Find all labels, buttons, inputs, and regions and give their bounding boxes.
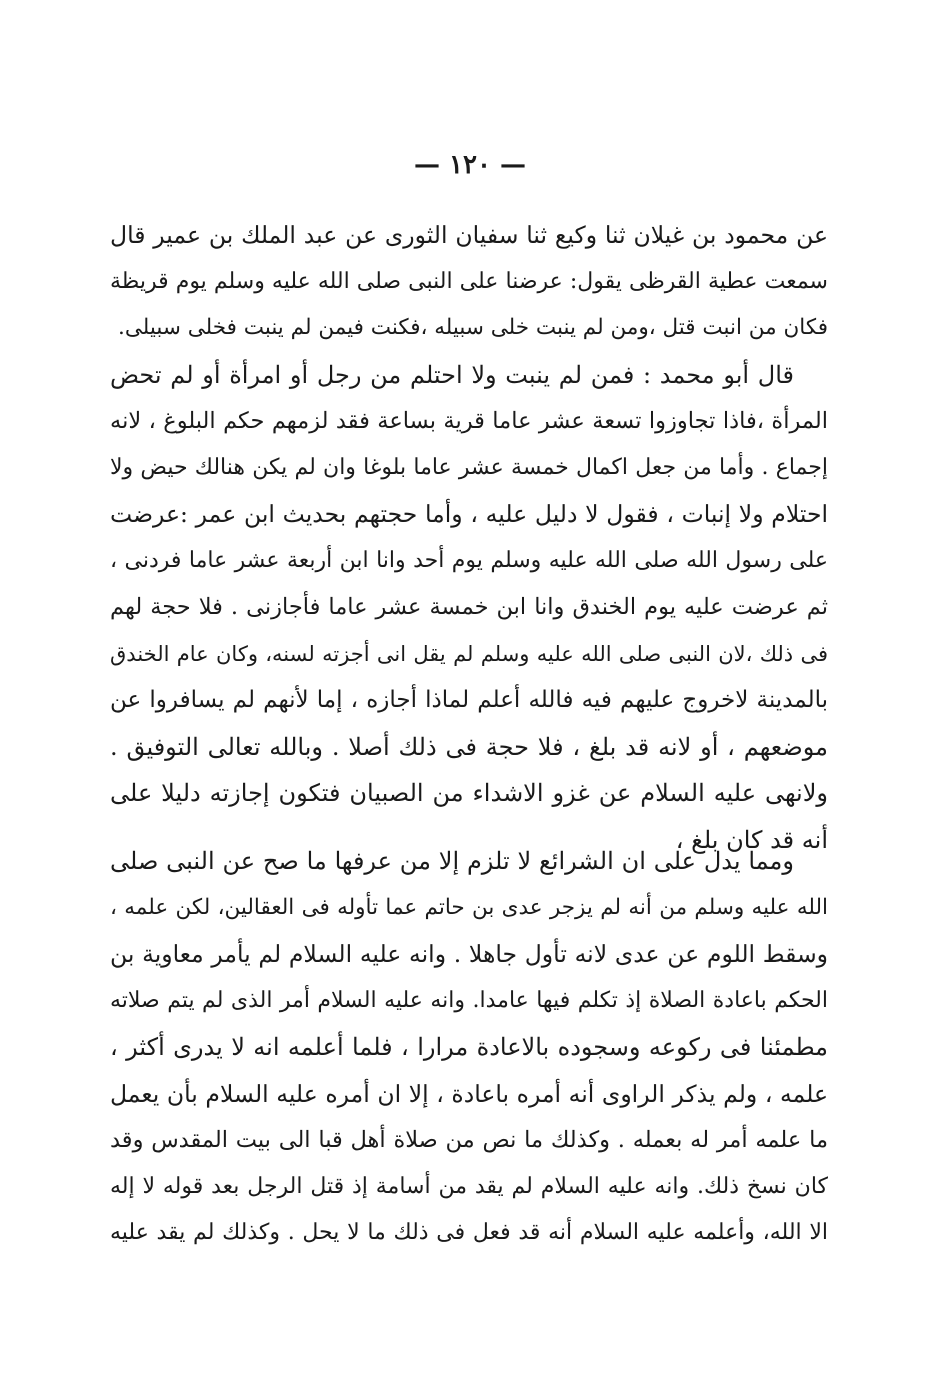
text-line: ما علمه أمر له بعمله . وكذلك ما نص من صلاة أهل قبا الى بيت المقدس وقد xyxy=(110,1127,828,1153)
text-line: على رسول الله صلى الله عليه وسلم يوم أحد وانا ابن أربعة عشر عاما فردنى ، xyxy=(110,547,828,573)
text-line: ومما يدل على ان الشرائع لا تلزم إلا من عرفها ما صح عن النبى صلى xyxy=(110,847,794,875)
page-number: — ١٢٠ — xyxy=(413,150,527,180)
text-line: مطمئنا فى ركوعه وسجوده بالاعادة مرارا ، فلما أعلمه انه لا يدرى أكثر ، xyxy=(110,1033,828,1061)
text-line: علمه ، ولم يذكر الراوى أنه أمره باعادة ، إلا ان أمره عليه السلام بأن يعمل xyxy=(110,1079,828,1108)
text-line: فكان من انبت قتل ،ومن لم ينبت خلى سبيله ،فكنت فيمن لم ينبت فخلى سبيلى. xyxy=(118,315,828,340)
text-line: بالمدينة لاخروج عليهم فيه فالله أعلم لماذا أجازه ، إما لأنهم لم يسافروا عن xyxy=(110,687,828,713)
text-line: احتلام ولا إنبات ، فقول لا دليل عليه ، وأما حجتهم بحديث ابن عمر :عرضت xyxy=(110,500,828,528)
text-line: الله عليه وسلم من أنه لم يزجر عدى بن حاتم عما تأوله فى العقالين، لكن علمه ، xyxy=(110,894,828,920)
text-line: إجماع . وأما من جعل اكمال خمسة عشر عاما بلوغا وان لم يكن هنالك حيض ولا xyxy=(110,454,828,480)
text-line: المرأة ،فاذا تجاوزوا تسعة عشر عاما قرية بساعة فقد لزمهم حكم البلوغ ، لانه xyxy=(110,408,828,434)
text-line: الا الله، وأعلمه عليه السلام أنه قد فعل فى ذلك ما لا يحل . وكذلك لم يقد عليه xyxy=(110,1220,828,1245)
text-block-top xyxy=(110,212,828,863)
text-line: فى ذلك ،لان النبى صلى الله عليه وسلم لم يقل انى أجزته لسنه، وكان عام الخندق xyxy=(110,641,828,666)
text-line: عن محمود بن غيلان ثنا وكيع ثنا سفيان الثورى عن عبد الملك بن عمير قال xyxy=(110,221,828,249)
text-line: سمعت عطية القرظى يقول: عرضنا على النبى صلى الله عليه وسلم يوم قريظة xyxy=(110,268,828,294)
text-line: قال أبو محمد : فمن لم ينبت ولا احتلم من رجل أو امرأة أو لم تحض xyxy=(110,360,794,389)
text-line: الحكم باعادة الصلاة إذ تكلم فيها عامدا. وانه عليه السلام أمر الذى لم يتم صلاته xyxy=(110,987,828,1013)
text-line: موضعهم ، أو لانه قد بلغ ، فلا حجة فى ذلك أصلا . وبالله تعالى التوفيق . xyxy=(110,732,828,761)
text-line: ثم عرضت عليه يوم الخندق وانا ابن خمسة عشر عاما فأجازنى . فلا حجة لهم xyxy=(110,594,828,620)
text-line: كان نسخ ذلك. وانه عليه السلام لم يقد من أسامة إذ قتل الرجل بعد قوله لا إله xyxy=(110,1173,828,1199)
text-line: أنه قد كان بلغ ، xyxy=(675,825,828,854)
text-block-bottom xyxy=(110,838,828,1257)
text-line: وسقط اللوم عن عدى لانه تأول جاهلا . وانه عليه السلام لم يأمر معاوية بن xyxy=(110,940,828,968)
text-line: ولانهى عليه السلام عن غزو الاشداء من الصبيان فتكون إجازته دليلا على xyxy=(110,779,828,807)
